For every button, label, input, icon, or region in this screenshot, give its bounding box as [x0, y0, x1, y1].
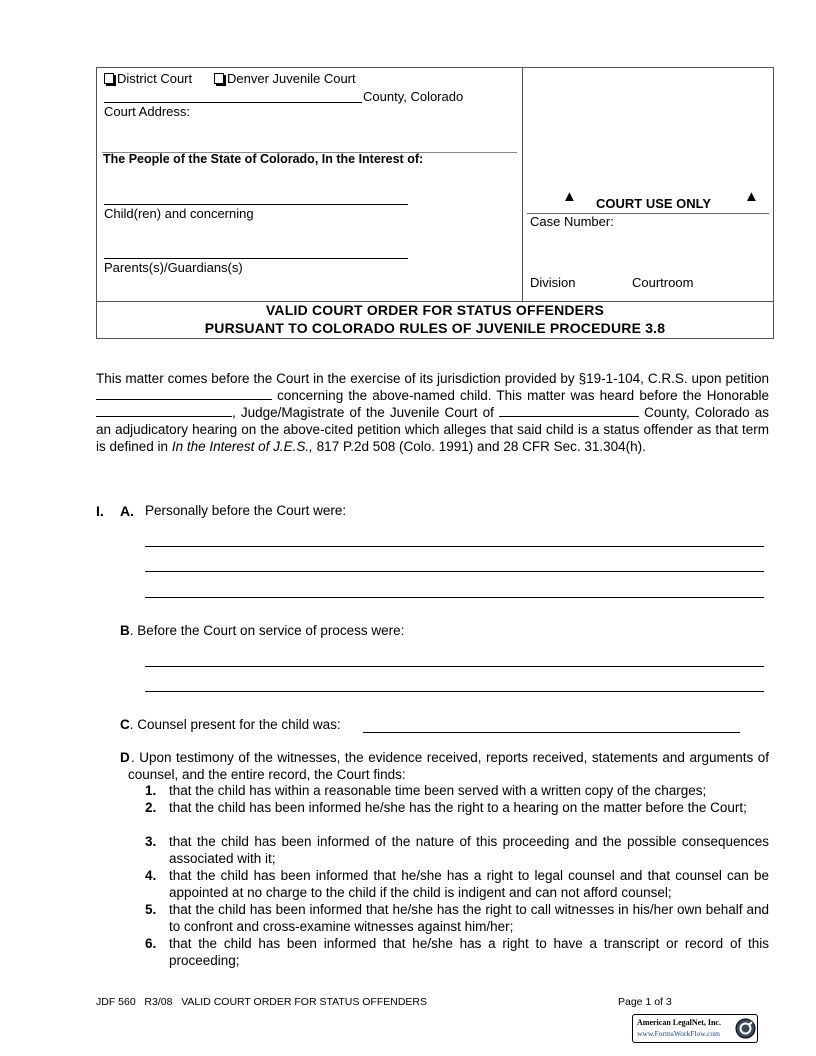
petition-blank[interactable]: [96, 387, 272, 400]
judge-blank[interactable]: [96, 404, 232, 417]
finding-text: that the child has been informed that he/she has a right to legal counsel and that counsel can be appointed at no charge to the child if the child is indigent and can not afford counsel;: [169, 868, 769, 900]
page-number: Page 1 of 3: [618, 996, 672, 1008]
division-label: Division: [530, 275, 576, 290]
form-id: JDF 560 R3/08 VALID COURT ORDER FOR STATUS OFFENDERS: [96, 996, 428, 1008]
child-label: Child(ren) and concerning: [104, 206, 254, 221]
counsel-line[interactable]: [363, 732, 740, 733]
caption-divider: [522, 67, 523, 302]
a-line-2[interactable]: [145, 571, 764, 572]
finding-text: that the child has been informed that he/she has the right to call witnesses in his/her own behalf and to confront and cross-examine witnesses against him/her;: [169, 902, 769, 934]
court-use-only-label: COURT USE ONLY: [596, 196, 712, 211]
form-title-line1: VALID COURT ORDER FOR STATUS OFFENDERS: [265, 302, 605, 318]
court-address-label: Court Address:: [104, 104, 190, 119]
b-line-2[interactable]: [145, 691, 764, 692]
county-blank[interactable]: [499, 404, 639, 417]
a-line-1[interactable]: [145, 546, 764, 547]
finding-number: 4.: [145, 868, 157, 883]
finding-text: that the child has been informed that he/she has a right to have a transcript or record of this proceeding;: [169, 936, 769, 968]
a-line-3[interactable]: [145, 597, 764, 598]
courtroom-label: Courtroom: [632, 275, 694, 290]
finding-text: that the child has been informed of the nature of this proceeding and the possible consequences associated with it;: [169, 834, 769, 866]
triangle-right-icon: ▲: [744, 188, 759, 205]
form-title-line2: PURSUANT TO COLORADO RULES OF JUVENILE PROCEDURE 3.8: [204, 320, 666, 336]
section-a-label: A.: [120, 503, 134, 519]
district-court-checkbox[interactable]: [104, 73, 114, 84]
triangle-left-icon: ▲: [562, 188, 577, 205]
section-a-text: Personally before the Court were:: [145, 503, 347, 518]
logo-name: American LegalNet, Inc.: [637, 1018, 721, 1027]
case-number-label: Case Number:: [530, 214, 614, 229]
denver-juvenile-option[interactable]: Denver Juvenile Court: [214, 71, 356, 86]
county-label: County, Colorado: [363, 89, 464, 104]
workflow-icon: [735, 1018, 756, 1039]
parents-line[interactable]: [104, 258, 408, 259]
b-line-1[interactable]: [145, 666, 764, 667]
people-label: The People of the State of Colorado, In the Interest of:: [103, 152, 424, 166]
district-court-option[interactable]: District Court: [104, 71, 192, 86]
child-line[interactable]: [104, 204, 408, 205]
section-d-label: D: [120, 750, 130, 765]
finding-number: 5.: [145, 902, 157, 917]
finding-text: that the child has been informed he/she has the right to a hearing on the matter before the Court;: [169, 800, 747, 815]
parents-label: Parents(s)/Guardians(s): [104, 260, 243, 275]
finding-number: 6.: [145, 936, 157, 951]
logo-url: www.FormsWorkFlow.com: [637, 1029, 721, 1038]
section-d-text: . Upon testimony of the witnesses, the evidence received, reports received, statements and arguments of counsel, and the entire record, the Court finds:: [128, 750, 769, 782]
section-b: B. Before the Court on service of process were:: [120, 623, 405, 638]
intro-paragraph: This matter comes before the Court in the exercise of its jurisdiction provided by §19-1-104, C.R.S. upon petition concerning the above-named child. This matter was heard before the Honorable , Judge/Magistrate of the Juvenile Court of County, Colorado as an adjudicatory hearing on the above-cited petition which alleges that said child is a status offender as that term is defined in In the Interest of J.E.S., 817 P.2d 508 (Colo. 1991) and 28 CFR Sec. 31.304(h).: [96, 371, 769, 454]
legalnet-logo[interactable]: [632, 1014, 758, 1043]
county-line[interactable]: [104, 102, 362, 103]
finding-text: that the child has within a reasonable time been served with a written copy of the charges;: [169, 783, 707, 798]
case-citation: In the Interest of J.E.S.,: [171, 439, 313, 454]
finding-number: 1.: [145, 783, 157, 798]
denver-juvenile-checkbox[interactable]: [214, 73, 224, 84]
section-c: C. Counsel present for the child was:: [120, 717, 341, 732]
section-roman: I.: [96, 503, 104, 519]
finding-number: 3.: [145, 834, 157, 849]
finding-number: 2.: [145, 800, 157, 815]
